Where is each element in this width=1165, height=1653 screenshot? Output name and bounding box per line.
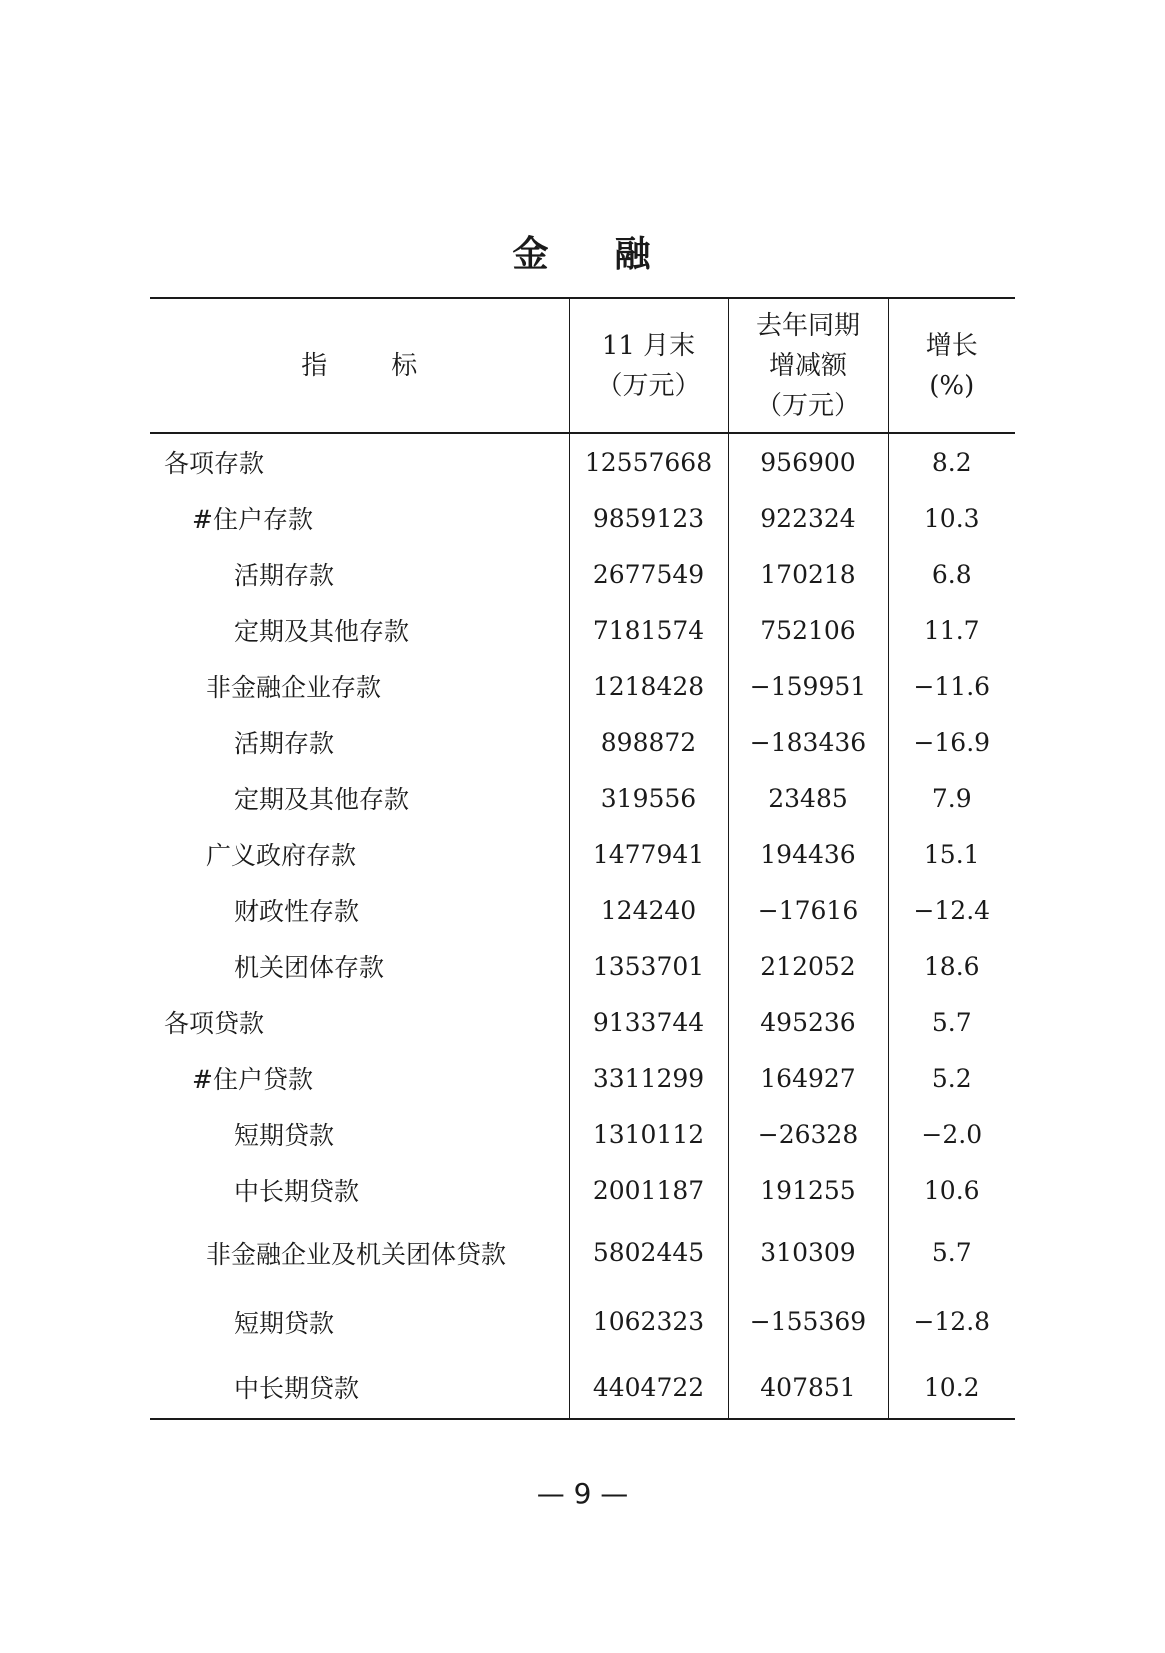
row-change: 956900 [728, 433, 888, 490]
table-row [150, 658, 1015, 714]
table-row [150, 770, 1015, 826]
row-change: −159951 [728, 658, 888, 714]
finance-table [150, 297, 1015, 1420]
row-value: 1310112 [569, 1106, 728, 1162]
header-growth: 增长 (%) [888, 298, 1015, 433]
table-row [150, 490, 1015, 546]
row-value: 9859123 [569, 490, 728, 546]
row-change: 194436 [728, 826, 888, 882]
row-growth: −12.8 [888, 1287, 1015, 1356]
table-row [150, 1287, 1015, 1356]
table-row [150, 1106, 1015, 1162]
row-value: 1062323 [569, 1287, 728, 1356]
row-value: 1477941 [569, 826, 728, 882]
row-value: 5802445 [569, 1218, 728, 1287]
row-label: 定期及其他存款 [234, 617, 410, 646]
row-change: 212052 [728, 938, 888, 994]
row-value: 2677549 [569, 546, 728, 602]
row-growth: −11.6 [888, 658, 1015, 714]
row-value: 898872 [569, 714, 728, 770]
row-label: 活期存款 [234, 729, 335, 758]
row-growth: 5.2 [888, 1050, 1015, 1106]
row-growth: 8.2 [888, 433, 1015, 490]
row-value: 1218428 [569, 658, 728, 714]
table-row [150, 433, 1015, 490]
row-growth: 10.3 [888, 490, 1015, 546]
row-label: #住户贷款 [192, 1065, 313, 1094]
table-row [150, 546, 1015, 602]
row-label: 广义政府存款 [206, 841, 357, 870]
row-label: 中长期贷款 [234, 1177, 360, 1206]
table-row [150, 1162, 1015, 1218]
row-change: −183436 [728, 714, 888, 770]
row-growth: 10.6 [888, 1162, 1015, 1218]
row-change: 170218 [728, 546, 888, 602]
header-indicator: 指 标 [150, 298, 569, 433]
table-row [150, 714, 1015, 770]
row-change: −155369 [728, 1287, 888, 1356]
row-value: 12557668 [569, 433, 728, 490]
page-title [0, 226, 1165, 277]
row-growth: 6.8 [888, 546, 1015, 602]
row-growth: 5.7 [888, 994, 1015, 1050]
row-change: 164927 [728, 1050, 888, 1106]
row-label: 短期贷款 [234, 1121, 335, 1150]
table-row [150, 882, 1015, 938]
row-label: 活期存款 [234, 561, 335, 590]
table-row [150, 602, 1015, 658]
header-row [150, 298, 1015, 433]
row-change: −17616 [728, 882, 888, 938]
row-label: 短期贷款 [234, 1308, 335, 1338]
row-change: 310309 [728, 1218, 888, 1287]
row-growth: 11.7 [888, 602, 1015, 658]
row-change: 495236 [728, 994, 888, 1050]
row-growth: 5.7 [888, 1218, 1015, 1287]
row-change: 752106 [728, 602, 888, 658]
table-row [150, 994, 1015, 1050]
table-row [150, 1218, 1015, 1287]
row-change: 407851 [728, 1356, 888, 1419]
table-row [150, 938, 1015, 994]
row-label: 各项存款 [164, 449, 265, 478]
row-change: −26328 [728, 1106, 888, 1162]
header-month-end: 11 月末 （万元） [569, 298, 728, 433]
row-label: 非金融企业及机关团体贷款 [206, 1239, 507, 1269]
row-label: 各项贷款 [164, 1009, 265, 1038]
row-value: 9133744 [569, 994, 728, 1050]
header-yoy-change: 去年同期 增减额 （万元） [728, 298, 888, 433]
row-growth: −12.4 [888, 882, 1015, 938]
row-value: 319556 [569, 770, 728, 826]
row-growth: −2.0 [888, 1106, 1015, 1162]
row-change: 191255 [728, 1162, 888, 1218]
row-growth: 15.1 [888, 826, 1015, 882]
row-growth: −16.9 [888, 714, 1015, 770]
title-char-left: 金 [512, 234, 551, 275]
row-value: 2001187 [569, 1162, 728, 1218]
row-value: 7181574 [569, 602, 728, 658]
table-row [150, 826, 1015, 882]
title-char-right: 融 [614, 234, 653, 275]
row-change: 922324 [728, 490, 888, 546]
row-label: 中长期贷款 [150, 1356, 569, 1419]
table-row [150, 1356, 1015, 1419]
row-value: 124240 [569, 882, 728, 938]
page-number: — 9 — [536, 1477, 629, 1510]
row-growth: 7.9 [888, 770, 1015, 826]
row-label: 财政性存款 [234, 897, 360, 926]
row-growth: 18.6 [888, 938, 1015, 994]
table-row [150, 1050, 1015, 1106]
row-label: #住户存款 [192, 505, 313, 534]
row-value: 4404722 [569, 1356, 728, 1419]
row-label: 非金融企业存款 [206, 673, 382, 702]
row-growth: 10.2 [888, 1356, 1015, 1419]
row-label: 机关团体存款 [234, 953, 385, 982]
row-label: 定期及其他存款 [234, 785, 410, 814]
row-value: 3311299 [569, 1050, 728, 1106]
row-change: 23485 [728, 770, 888, 826]
row-value: 1353701 [569, 938, 728, 994]
